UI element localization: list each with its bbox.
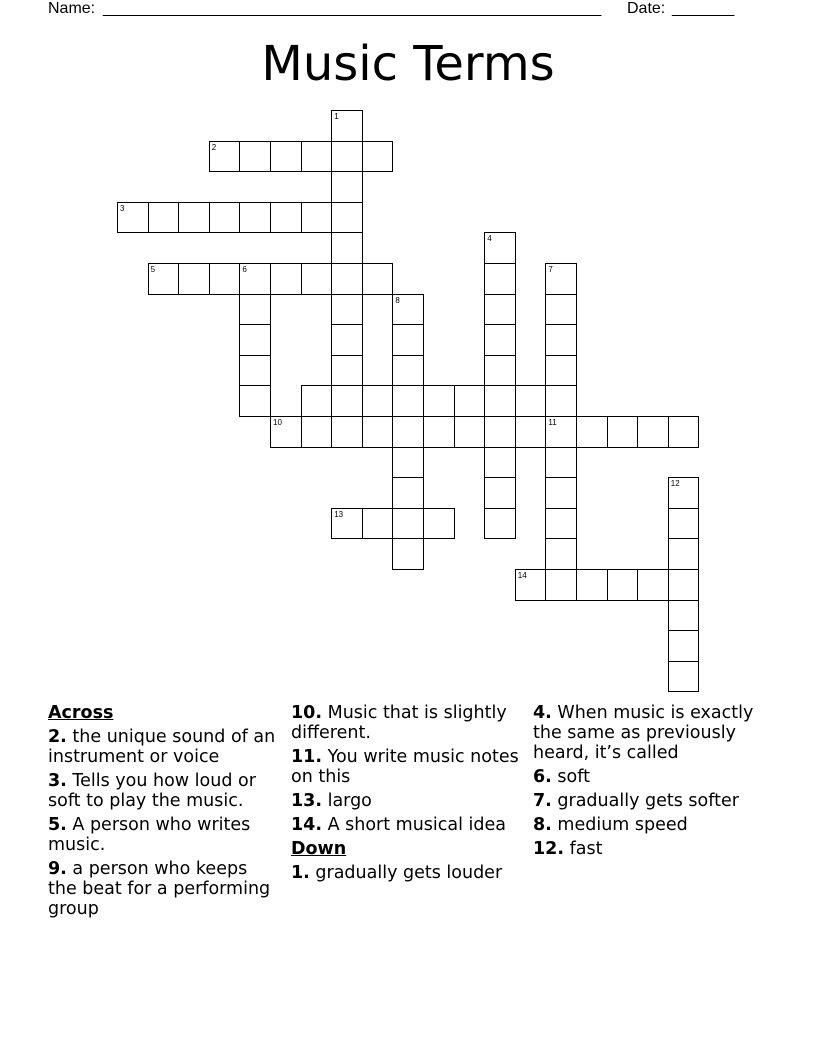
- clue-number: 4.: [533, 703, 552, 723]
- grid-cell[interactable]: [637, 416, 669, 448]
- grid-cell[interactable]: [392, 294, 424, 326]
- grid-cell[interactable]: [362, 385, 394, 417]
- clue-across-9: [48, 859, 278, 919]
- grid-cell[interactable]: [178, 263, 210, 295]
- grid-cell[interactable]: [484, 385, 516, 417]
- grid-cell[interactable]: [331, 416, 363, 448]
- clues-column-2: [291, 703, 521, 887]
- clue-number-label: 7: [548, 265, 553, 274]
- grid-cell[interactable]: [362, 141, 394, 173]
- grid-cell[interactable]: [331, 202, 363, 234]
- grid-cell[interactable]: [545, 355, 577, 387]
- grid-cell[interactable]: [331, 171, 363, 203]
- grid-cell[interactable]: [668, 600, 700, 632]
- clue-number: 9.: [48, 859, 67, 879]
- grid-cell[interactable]: [545, 324, 577, 356]
- clue-down-4: [533, 703, 763, 763]
- grid-cell[interactable]: [668, 661, 700, 693]
- grid-cell[interactable]: [484, 447, 516, 479]
- grid-cell[interactable]: [392, 385, 424, 417]
- clue-number: 8.: [533, 815, 552, 835]
- clue-number: 11.: [291, 747, 323, 767]
- grid-cell[interactable]: [148, 263, 180, 295]
- clue-number: 6.: [533, 767, 552, 787]
- grid-cell[interactable]: [668, 569, 700, 601]
- clue-number-label: 14: [517, 571, 527, 580]
- clue-across-3: [48, 771, 278, 811]
- grid-cell[interactable]: [545, 416, 577, 448]
- grid-cell[interactable]: [178, 202, 210, 234]
- grid-cell[interactable]: [301, 141, 333, 173]
- grid-cell[interactable]: [117, 202, 149, 234]
- clue-number-label: 8: [395, 295, 400, 305]
- clue-down-1: [291, 863, 521, 883]
- clue-number-label: 13: [334, 509, 344, 519]
- grid-cell[interactable]: [270, 202, 302, 234]
- clue-number-label: 10: [273, 418, 282, 427]
- grid-cell[interactable]: [607, 569, 639, 601]
- grid-cell[interactable]: [209, 263, 241, 295]
- clue-number-label: 12: [670, 479, 680, 489]
- clue-down-8: [533, 815, 763, 835]
- grid-cell[interactable]: [423, 416, 455, 448]
- grid-cell[interactable]: [545, 538, 577, 570]
- clue-text: A short musical idea: [327, 815, 507, 835]
- grid-cell[interactable]: [515, 569, 547, 601]
- name-line[interactable]: ________________________________________________________: [103, 0, 602, 17]
- clue-text: a person who keeps the beat for a performing group: [48, 859, 271, 919]
- clue-number: 12.: [533, 839, 565, 859]
- grid-cell[interactable]: [331, 508, 363, 540]
- name-label: Name:: [48, 0, 96, 17]
- grid-cell[interactable]: [545, 569, 577, 601]
- clue-across-10: [291, 703, 521, 743]
- grid-cell[interactable]: [301, 416, 333, 448]
- clue-number-label: 4: [487, 234, 492, 244]
- grid-cell[interactable]: [515, 416, 547, 448]
- grid-cell[interactable]: [545, 477, 577, 509]
- grid-cell[interactable]: [331, 232, 363, 264]
- clue-text: Tells you how loud or soft to play the music.: [48, 771, 256, 811]
- grid-cell[interactable]: [331, 355, 363, 387]
- grid-cell[interactable]: [668, 538, 700, 570]
- grid-cell[interactable]: [392, 508, 424, 540]
- grid-cell[interactable]: [545, 263, 577, 295]
- clue-number: 3.: [48, 771, 67, 791]
- grid-cell[interactable]: [607, 416, 639, 448]
- clue-text: A person who writes music.: [48, 815, 251, 855]
- clue-text: gradually gets louder: [315, 863, 503, 883]
- grid-cell[interactable]: [209, 202, 241, 234]
- across-heading: Across: [48, 703, 114, 723]
- grid-cell[interactable]: [484, 232, 516, 264]
- clue-across-2: [48, 727, 278, 767]
- clue-across-5: [48, 815, 278, 855]
- grid-cell[interactable]: [270, 263, 302, 295]
- clue-number-label: 1: [334, 112, 339, 121]
- clue-text: largo: [327, 791, 372, 811]
- grid-cell[interactable]: [545, 508, 577, 540]
- down-heading: Down: [291, 839, 347, 859]
- grid-cell[interactable]: [331, 385, 363, 417]
- grid-cell[interactable]: [454, 416, 486, 448]
- grid-cell[interactable]: [270, 416, 302, 448]
- grid-cell[interactable]: [301, 263, 333, 295]
- clue-text: fast: [569, 839, 603, 859]
- grid-cell[interactable]: [484, 508, 516, 540]
- grid-cell[interactable]: [423, 508, 455, 540]
- grid-cell[interactable]: [331, 110, 363, 142]
- grid-cell[interactable]: [484, 324, 516, 356]
- grid-cell[interactable]: [331, 141, 363, 173]
- grid-cell[interactable]: [668, 508, 700, 540]
- clue-number-label: 6: [242, 265, 247, 274]
- clue-text: When music is exactly the same as previously heard, it’s called: [533, 703, 754, 763]
- grid-cell[interactable]: [362, 263, 394, 295]
- clue-number: 13.: [291, 791, 323, 811]
- clue-down-7: [533, 791, 763, 811]
- grid-cell[interactable]: [362, 508, 394, 540]
- grid-cell[interactable]: [270, 141, 302, 173]
- grid-cell[interactable]: [239, 141, 271, 173]
- grid-cell[interactable]: [545, 447, 577, 479]
- clue-text: gradually gets softer: [557, 791, 739, 811]
- clue-text: medium speed: [557, 815, 688, 835]
- grid-cell[interactable]: [576, 569, 608, 601]
- grid-cell[interactable]: [301, 385, 333, 417]
- clue-text: soft: [557, 767, 590, 787]
- grid-cell[interactable]: [392, 416, 424, 448]
- grid-cell[interactable]: [392, 324, 424, 356]
- grid-cell[interactable]: [239, 385, 271, 417]
- grid-cell[interactable]: [239, 202, 271, 234]
- clue-number: 2.: [48, 727, 67, 747]
- grid-cell[interactable]: [454, 385, 486, 417]
- clue-number-label: 5: [150, 265, 156, 274]
- grid-cell[interactable]: [392, 477, 424, 509]
- grid-cell[interactable]: [637, 569, 669, 601]
- grid-cell[interactable]: [392, 355, 424, 387]
- grid-cell[interactable]: [423, 385, 455, 417]
- grid-cell[interactable]: [576, 416, 608, 448]
- grid-cell[interactable]: [668, 477, 700, 509]
- grid-cell[interactable]: [239, 324, 271, 356]
- clue-text: Music that is slightly different.: [291, 703, 507, 743]
- grid-cell[interactable]: [484, 263, 516, 295]
- grid-cell[interactable]: [148, 202, 180, 234]
- clues-column-1: [48, 703, 278, 923]
- grid-cell[interactable]: [545, 385, 577, 417]
- date-label: Date:: [627, 0, 666, 17]
- grid-cell[interactable]: [331, 324, 363, 356]
- grid-cell[interactable]: [209, 141, 241, 173]
- page-title: Music Terms: [261, 36, 555, 92]
- clues-column-3: [533, 703, 763, 863]
- grid-cell[interactable]: [362, 416, 394, 448]
- clue-number: 14.: [291, 815, 323, 835]
- grid-cell[interactable]: [331, 263, 363, 295]
- grid-cell[interactable]: [239, 355, 271, 387]
- clue-number: 5.: [48, 815, 67, 835]
- grid-cell[interactable]: [484, 416, 516, 448]
- grid-cell[interactable]: [484, 477, 516, 509]
- date-line[interactable]: _______: [672, 0, 735, 17]
- grid-cell[interactable]: [239, 263, 271, 295]
- clue-across-13: [291, 791, 521, 811]
- clue-down-12: [533, 839, 763, 859]
- clue-number-label: 2: [211, 142, 217, 152]
- grid-cell[interactable]: [668, 416, 700, 448]
- grid-cell[interactable]: [668, 630, 700, 662]
- clue-number: 1.: [291, 863, 310, 883]
- clue-across-14: [291, 815, 521, 835]
- clue-number-label: 3: [120, 203, 125, 213]
- grid-cell[interactable]: [515, 385, 547, 417]
- grid-cell[interactable]: [484, 294, 516, 326]
- clue-number: 10.: [291, 703, 323, 723]
- clue-across-11: [291, 747, 521, 787]
- clue-number: 7.: [533, 791, 552, 811]
- grid-cell[interactable]: [392, 538, 424, 570]
- grid-cell[interactable]: [392, 447, 424, 479]
- clue-number-label: 11: [548, 418, 557, 427]
- grid-cell[interactable]: [331, 294, 363, 326]
- clue-down-6: [533, 767, 763, 787]
- grid-cell[interactable]: [484, 355, 516, 387]
- clue-text: the unique sound of an instrument or voice: [48, 727, 276, 767]
- clue-text: You write music notes on this: [291, 747, 519, 787]
- grid-cell[interactable]: [239, 294, 271, 326]
- grid-cell[interactable]: [545, 294, 577, 326]
- grid-cell[interactable]: [301, 202, 333, 234]
